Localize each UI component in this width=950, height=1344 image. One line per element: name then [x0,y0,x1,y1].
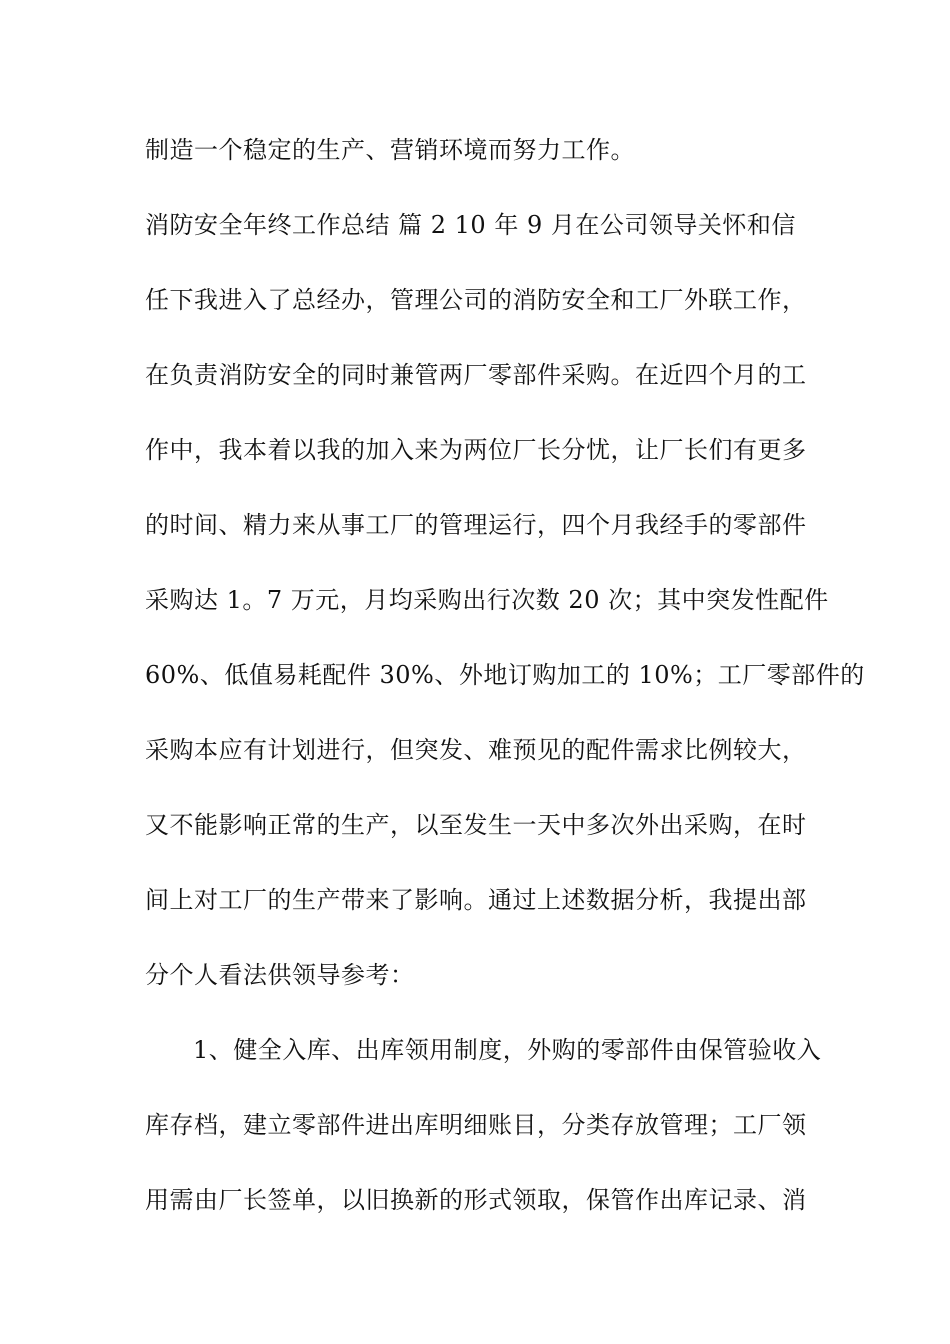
text-line: 在负责消防安全的同时兼管两厂零部件采购。在近四个月的工 [145,361,807,389]
text-line: 间上对工厂的生产带来了影响。通过上述数据分析，我提出部 [145,886,807,914]
text-line: 作中，我本着以我的加入来为两位厂长分忧，让厂长们有更多 [145,436,807,464]
text-line: 采购本应有计划进行，但突发、难预见的配件需求比例较大， [145,736,807,764]
list-item-line: 1、健全入库、出库领用制度，外购的零部件由保管验收入 [193,1036,822,1064]
text-line: 用需由厂长签单，以旧换新的形式领取，保管作出库记录、消 [145,1186,807,1214]
text-line: 采购达 1。7 万元，月均采购出行次数 20 次；其中突发性配件 [145,586,829,614]
text-line: 的时间、精力来从事工厂的管理运行，四个月我经手的零部件 [145,511,807,539]
text-line: 任下我进入了总经办，管理公司的消防安全和工厂外联工作， [145,286,807,314]
text-line: 分个人看法供领导参考： [145,961,415,989]
text-line: 60%、低值易耗配件 30%、外地订购加工的 10%；工厂零部件的 [145,661,865,689]
text-line: 又不能影响正常的生产，以至发生一天中多次外出采购，在时 [145,811,807,839]
text-line: 制造一个稳定的生产、营销环境而努力工作。 [145,136,635,164]
section-heading-line: 消防安全年终工作总结 篇 2 10 年 9 月在公司领导关怀和信 [145,211,796,239]
text-line: 库存档，建立零部件进出库明细账目，分类存放管理；工厂领 [145,1111,807,1139]
